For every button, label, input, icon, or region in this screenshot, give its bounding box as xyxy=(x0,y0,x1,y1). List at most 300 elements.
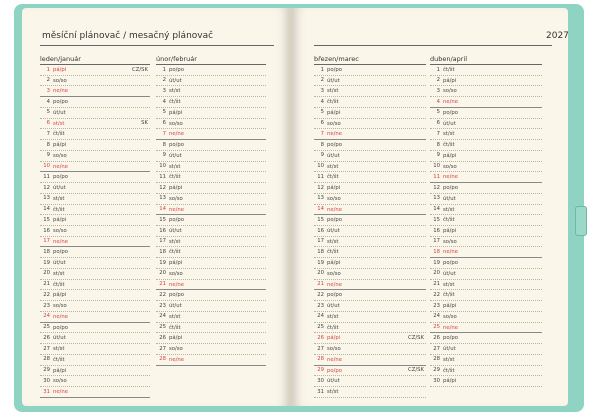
day-row[interactable] xyxy=(40,355,150,366)
day-number: 9 xyxy=(162,152,166,159)
weekday-label: út/ut xyxy=(327,77,340,84)
day-number: 13 xyxy=(43,195,50,202)
day-number: 8 xyxy=(320,141,324,148)
weekday-label: út/ut xyxy=(169,228,182,235)
weekday-label: út/ut xyxy=(443,270,456,277)
weekday-label: po/po xyxy=(53,174,68,181)
month-column xyxy=(314,55,426,398)
day-row[interactable] xyxy=(430,258,542,269)
day-row[interactable] xyxy=(156,65,266,76)
weekday-label: ne/ne xyxy=(169,206,185,213)
day-row[interactable] xyxy=(156,290,266,301)
weekday-label: čt/št xyxy=(169,99,181,106)
day-number: 15 xyxy=(317,216,324,223)
weekday-label: ne/ne xyxy=(169,131,185,138)
weekday-label: ne/ne xyxy=(443,174,459,181)
weekday-label: pá/pi xyxy=(53,217,67,224)
day-number: 20 xyxy=(43,270,50,277)
day-row[interactable] xyxy=(40,387,150,398)
day-number: 11 xyxy=(317,173,324,180)
weekday-label: st/st xyxy=(443,131,455,138)
day-number: 24 xyxy=(159,313,166,320)
header-rule-left xyxy=(40,45,274,46)
day-row[interactable] xyxy=(156,301,266,312)
day-number: 7 xyxy=(436,130,440,137)
day-number: 15 xyxy=(43,216,50,223)
day-row[interactable] xyxy=(430,119,542,130)
day-row[interactable] xyxy=(40,162,150,173)
day-row[interactable] xyxy=(156,226,266,237)
day-number: 8 xyxy=(436,141,440,148)
weekday-label: st/st xyxy=(53,346,65,353)
day-row[interactable] xyxy=(430,140,542,151)
day-number: 6 xyxy=(436,120,440,127)
day-row[interactable] xyxy=(156,269,266,280)
weekday-label: út/ut xyxy=(327,303,340,310)
day-row[interactable] xyxy=(156,355,266,366)
weekday-label: út/ut xyxy=(53,109,66,116)
day-row[interactable] xyxy=(430,280,542,291)
month-column xyxy=(156,55,266,366)
day-row[interactable] xyxy=(40,237,150,248)
weekday-label: út/ut xyxy=(443,195,456,202)
day-number: 22 xyxy=(43,291,50,298)
day-number: 2 xyxy=(162,77,166,84)
day-row[interactable] xyxy=(314,172,426,183)
day-row[interactable] xyxy=(40,280,150,291)
weekday-label: st/st xyxy=(169,238,181,245)
month-title: duben/april xyxy=(430,55,542,65)
day-number: 13 xyxy=(317,195,324,202)
day-row[interactable] xyxy=(156,280,266,291)
day-row[interactable] xyxy=(40,205,150,216)
weekday-label: st/st xyxy=(53,120,65,127)
day-number: 30 xyxy=(317,377,324,384)
weekday-label: ne/ne xyxy=(327,206,343,213)
weekday-label: ne/ne xyxy=(443,249,459,256)
day-row[interactable] xyxy=(40,183,150,194)
weekday-label: pá/pi xyxy=(327,185,341,192)
day-row[interactable] xyxy=(314,194,426,205)
day-row[interactable] xyxy=(314,140,426,151)
day-number: 21 xyxy=(43,281,50,288)
weekday-label: čt/št xyxy=(327,249,339,256)
day-row[interactable] xyxy=(156,194,266,205)
day-number: 8 xyxy=(162,141,166,148)
day-row[interactable] xyxy=(156,237,266,248)
day-row[interactable] xyxy=(156,97,266,108)
day-row[interactable] xyxy=(40,226,150,237)
weekday-label: čt/št xyxy=(53,131,65,138)
day-row[interactable] xyxy=(314,205,426,216)
day-row[interactable] xyxy=(40,323,150,334)
day-number: 22 xyxy=(317,291,324,298)
day-number: 28 xyxy=(159,356,166,363)
day-row[interactable] xyxy=(430,226,542,237)
weekday-label: st/st xyxy=(53,270,65,277)
day-row[interactable] xyxy=(156,140,266,151)
day-number: 19 xyxy=(433,259,440,266)
day-number: 2 xyxy=(320,77,324,84)
day-row[interactable] xyxy=(314,280,426,291)
weekday-label: pá/pi xyxy=(53,367,67,374)
day-row[interactable] xyxy=(314,226,426,237)
day-row[interactable] xyxy=(40,194,150,205)
weekday-label: po/po xyxy=(443,109,458,116)
day-number: 11 xyxy=(159,173,166,180)
weekday-label: ne/ne xyxy=(327,281,343,288)
weekday-label: po/po xyxy=(327,217,342,224)
day-row[interactable] xyxy=(40,258,150,269)
weekday-label: st/st xyxy=(327,163,339,170)
day-row[interactable] xyxy=(430,323,542,334)
day-row[interactable] xyxy=(314,269,426,280)
holiday-country-label: CZ/SK xyxy=(132,66,148,73)
day-row[interactable] xyxy=(156,205,266,216)
day-number: 27 xyxy=(43,345,50,352)
weekday-label: so/so xyxy=(169,120,183,127)
weekday-label: st/st xyxy=(327,238,339,245)
weekday-label: so/so xyxy=(327,195,341,202)
day-row[interactable] xyxy=(40,301,150,312)
day-row[interactable] xyxy=(40,119,150,130)
day-number: 19 xyxy=(159,259,166,266)
weekday-label: pá/pi xyxy=(443,228,457,235)
day-row[interactable] xyxy=(314,312,426,323)
day-row[interactable] xyxy=(430,366,542,377)
day-row[interactable] xyxy=(156,258,266,269)
day-row[interactable] xyxy=(430,269,542,280)
weekday-label: čt/št xyxy=(327,324,339,331)
day-row[interactable] xyxy=(156,172,266,183)
day-number: 15 xyxy=(159,216,166,223)
weekday-label: st/st xyxy=(327,313,339,320)
day-row[interactable] xyxy=(430,108,542,119)
day-row[interactable] xyxy=(314,97,426,108)
day-row[interactable] xyxy=(314,119,426,130)
day-row[interactable] xyxy=(156,247,266,258)
day-row[interactable] xyxy=(156,333,266,344)
day-row[interactable] xyxy=(314,376,426,387)
month-column xyxy=(40,55,150,398)
weekday-label: ne/ne xyxy=(327,131,343,138)
day-number: 8 xyxy=(46,141,50,148)
day-number: 9 xyxy=(320,152,324,159)
day-row[interactable] xyxy=(40,312,150,323)
day-row[interactable] xyxy=(40,86,150,97)
weekday-label: čt/št xyxy=(169,174,181,181)
day-row[interactable] xyxy=(430,129,542,140)
day-row[interactable] xyxy=(314,151,426,162)
day-row[interactable] xyxy=(314,258,426,269)
day-row[interactable] xyxy=(430,344,542,355)
weekday-label: so/so xyxy=(169,195,183,202)
day-row[interactable] xyxy=(430,205,542,216)
weekday-label: pá/pi xyxy=(53,292,67,299)
day-number: 1 xyxy=(320,66,324,73)
day-number: 16 xyxy=(433,227,440,234)
weekday-label: so/so xyxy=(443,313,457,320)
day-number: 18 xyxy=(433,248,440,255)
day-row[interactable] xyxy=(314,387,426,398)
weekday-label: ne/ne xyxy=(327,356,343,363)
day-row[interactable] xyxy=(156,108,266,119)
weekday-label: út/ut xyxy=(53,185,66,192)
day-number: 10 xyxy=(43,163,50,170)
day-number: 16 xyxy=(317,227,324,234)
day-row[interactable] xyxy=(430,162,542,173)
day-number: 17 xyxy=(159,238,166,245)
day-row[interactable] xyxy=(156,162,266,173)
weekday-label: pá/pi xyxy=(169,185,183,192)
day-row[interactable] xyxy=(314,76,426,87)
day-row[interactable] xyxy=(314,108,426,119)
day-row[interactable] xyxy=(40,215,150,226)
day-number: 16 xyxy=(159,227,166,234)
holiday-country-label: CZ/SK xyxy=(408,367,424,374)
page-title: měsíční plánovač / mesačný plánovač xyxy=(42,31,214,41)
day-row[interactable] xyxy=(430,290,542,301)
day-number: 29 xyxy=(317,367,324,374)
weekday-label: ne/ne xyxy=(53,238,69,245)
day-row[interactable] xyxy=(430,333,542,344)
day-row[interactable] xyxy=(430,86,542,97)
day-row[interactable] xyxy=(156,323,266,334)
weekday-label: čt/št xyxy=(443,367,455,374)
weekday-label: po/po xyxy=(443,260,458,267)
weekday-label: st/st xyxy=(327,88,339,95)
day-number: 31 xyxy=(43,388,50,395)
weekday-label: čt/št xyxy=(327,99,339,106)
day-row[interactable] xyxy=(156,119,266,130)
day-row[interactable] xyxy=(40,140,150,151)
day-number: 13 xyxy=(159,195,166,202)
day-number: 5 xyxy=(320,109,324,116)
weekday-label: pá/pi xyxy=(53,142,67,149)
weekday-label: so/so xyxy=(53,152,67,159)
day-row[interactable] xyxy=(430,172,542,183)
day-row[interactable] xyxy=(40,366,150,377)
weekday-label: st/st xyxy=(169,88,181,95)
weekday-label: ne/ne xyxy=(53,88,69,95)
day-number: 19 xyxy=(317,259,324,266)
weekday-label: po/po xyxy=(53,99,68,106)
weekday-label: čt/št xyxy=(53,206,65,213)
day-row[interactable] xyxy=(430,97,542,108)
day-row[interactable] xyxy=(40,247,150,258)
book-spine-gutter xyxy=(289,8,293,406)
day-row[interactable] xyxy=(314,366,426,377)
day-number: 13 xyxy=(433,195,440,202)
day-row[interactable] xyxy=(430,183,542,194)
day-row[interactable] xyxy=(430,65,542,76)
day-row[interactable] xyxy=(156,344,266,355)
weekday-label: út/ut xyxy=(443,120,456,127)
day-row[interactable] xyxy=(430,355,542,366)
day-number: 20 xyxy=(433,270,440,277)
day-number: 7 xyxy=(46,130,50,137)
weekday-label: pá/pi xyxy=(443,303,457,310)
day-number: 11 xyxy=(433,173,440,180)
day-number: 26 xyxy=(433,334,440,341)
day-row[interactable] xyxy=(430,301,542,312)
day-number: 5 xyxy=(46,109,50,116)
day-number: 4 xyxy=(162,98,166,105)
day-number: 5 xyxy=(436,109,440,116)
day-number: 6 xyxy=(46,120,50,127)
day-row[interactable] xyxy=(430,215,542,226)
day-number: 17 xyxy=(433,238,440,245)
day-row[interactable] xyxy=(430,247,542,258)
day-row[interactable] xyxy=(40,97,150,108)
day-number: 22 xyxy=(159,291,166,298)
day-number: 4 xyxy=(320,98,324,105)
weekday-label: ne/ne xyxy=(169,356,185,363)
weekday-label: po/po xyxy=(169,142,184,149)
day-row[interactable] xyxy=(40,129,150,140)
day-row[interactable] xyxy=(314,333,426,344)
day-number: 1 xyxy=(436,66,440,73)
day-row[interactable] xyxy=(314,129,426,140)
month-title: březen/marec xyxy=(314,55,426,65)
weekday-label: út/ut xyxy=(53,260,66,267)
day-row[interactable] xyxy=(156,129,266,140)
weekday-label: so/so xyxy=(53,378,67,385)
day-number: 24 xyxy=(433,313,440,320)
day-row[interactable] xyxy=(430,376,542,387)
day-row[interactable] xyxy=(314,344,426,355)
weekday-label: st/st xyxy=(53,195,65,202)
day-number: 3 xyxy=(46,87,50,94)
day-row[interactable] xyxy=(40,172,150,183)
day-row[interactable] xyxy=(40,290,150,301)
day-row[interactable] xyxy=(40,333,150,344)
day-number: 9 xyxy=(46,152,50,159)
day-row[interactable] xyxy=(314,162,426,173)
day-row[interactable] xyxy=(314,215,426,226)
weekday-label: čt/št xyxy=(443,217,455,224)
weekday-label: st/st xyxy=(443,206,455,213)
weekday-label: út/ut xyxy=(327,378,340,385)
day-row[interactable] xyxy=(40,65,150,76)
day-row[interactable] xyxy=(314,86,426,97)
weekday-label: po/po xyxy=(327,367,342,374)
weekday-label: st/st xyxy=(169,163,181,170)
day-number: 12 xyxy=(317,184,324,191)
weekday-label: pá/pi xyxy=(53,67,67,73)
weekday-label: so/so xyxy=(169,346,183,353)
weekday-label: so/so xyxy=(327,120,341,127)
day-number: 14 xyxy=(43,206,50,213)
day-number: 5 xyxy=(162,109,166,116)
weekday-label: so/so xyxy=(53,228,67,235)
weekday-label: po/po xyxy=(443,335,458,342)
day-row[interactable] xyxy=(314,355,426,366)
weekday-label: čt/št xyxy=(327,174,339,181)
day-number: 30 xyxy=(433,377,440,384)
day-row[interactable] xyxy=(40,376,150,387)
weekday-label: po/po xyxy=(53,324,68,331)
weekday-label: po/po xyxy=(327,67,342,73)
day-row[interactable] xyxy=(314,65,426,76)
day-row[interactable] xyxy=(314,301,426,312)
month-title: leden/január xyxy=(40,55,150,65)
day-row[interactable] xyxy=(430,312,542,323)
day-number: 17 xyxy=(43,238,50,245)
month-column xyxy=(430,55,542,387)
day-number: 28 xyxy=(317,356,324,363)
day-row[interactable] xyxy=(314,290,426,301)
weekday-label: út/ut xyxy=(53,335,66,342)
day-number: 27 xyxy=(159,345,166,352)
day-number: 15 xyxy=(433,216,440,223)
weekday-label: čt/št xyxy=(443,292,455,299)
day-number: 7 xyxy=(320,130,324,137)
holiday-country-label: CZ/SK xyxy=(408,334,424,341)
day-number: 26 xyxy=(43,334,50,341)
day-row[interactable] xyxy=(314,183,426,194)
day-row[interactable] xyxy=(314,323,426,334)
weekday-label: so/so xyxy=(443,88,457,95)
day-number: 17 xyxy=(317,238,324,245)
day-number: 18 xyxy=(43,248,50,255)
weekday-label: pá/pi xyxy=(169,335,183,342)
day-number: 20 xyxy=(159,270,166,277)
day-number: 30 xyxy=(43,377,50,384)
weekday-label: ne/ne xyxy=(53,313,69,320)
day-row[interactable] xyxy=(156,312,266,323)
day-number: 25 xyxy=(317,324,324,331)
day-row[interactable] xyxy=(156,76,266,87)
weekday-label: st/st xyxy=(169,313,181,320)
day-row[interactable] xyxy=(156,183,266,194)
day-number: 12 xyxy=(433,184,440,191)
day-number: 1 xyxy=(162,66,166,73)
day-number: 29 xyxy=(43,367,50,374)
day-row[interactable] xyxy=(314,237,426,248)
weekday-label: po/po xyxy=(443,185,458,192)
day-row[interactable] xyxy=(40,151,150,162)
day-row[interactable] xyxy=(430,237,542,248)
day-row[interactable] xyxy=(40,344,150,355)
day-number: 10 xyxy=(433,163,440,170)
day-row[interactable] xyxy=(314,247,426,258)
day-number: 3 xyxy=(436,87,440,94)
day-row[interactable] xyxy=(430,194,542,205)
day-number: 23 xyxy=(159,302,166,309)
day-row[interactable] xyxy=(40,76,150,87)
day-number: 18 xyxy=(317,248,324,255)
day-row[interactable] xyxy=(430,151,542,162)
day-row[interactable] xyxy=(156,151,266,162)
day-row[interactable] xyxy=(156,215,266,226)
day-number: 3 xyxy=(320,87,324,94)
day-row[interactable] xyxy=(430,76,542,87)
day-row[interactable] xyxy=(156,86,266,97)
year-label: 2027 xyxy=(546,31,569,41)
day-number: 4 xyxy=(436,98,440,105)
weekday-label: pá/pi xyxy=(327,109,341,116)
day-number: 18 xyxy=(159,248,166,255)
weekday-label: pá/pi xyxy=(443,77,457,84)
day-number: 31 xyxy=(317,388,324,395)
day-number: 14 xyxy=(159,206,166,213)
day-row[interactable] xyxy=(40,269,150,280)
day-row[interactable] xyxy=(40,108,150,119)
day-number: 19 xyxy=(43,259,50,266)
day-number: 3 xyxy=(162,87,166,94)
day-number: 14 xyxy=(433,206,440,213)
